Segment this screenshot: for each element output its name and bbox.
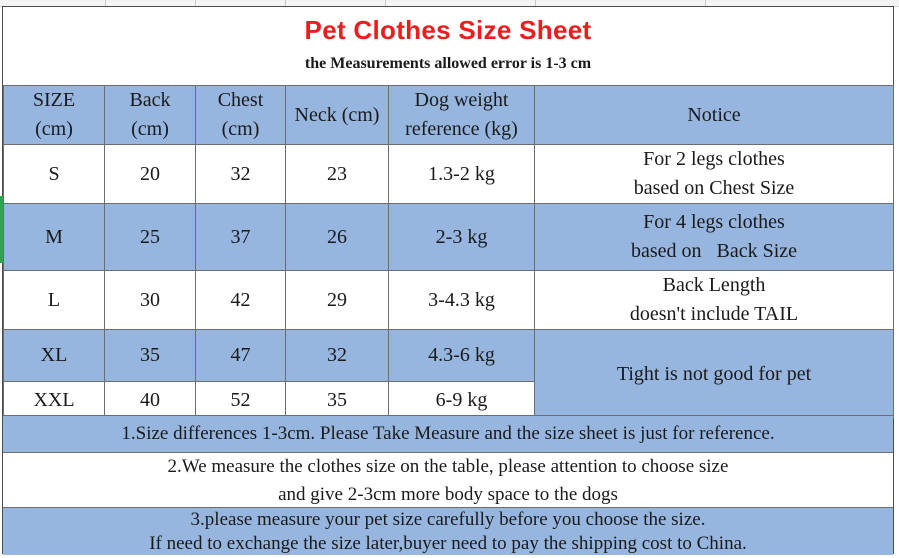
note-1: 1.Size differences 1-3cm. Please Take Measure and the size sheet is just for reference. bbox=[3, 415, 893, 452]
sheet-title: Pet Clothes Size Sheet bbox=[304, 15, 592, 45]
weight-cell: 4.3-6 kg bbox=[389, 330, 535, 382]
table-header-row bbox=[4, 86, 894, 145]
header-size: SIZE (cm) bbox=[4, 86, 105, 145]
back-cell: 40 bbox=[105, 382, 196, 419]
size-cell: XXL bbox=[4, 382, 105, 419]
neck-cell: 32 bbox=[286, 330, 389, 382]
selection-marker bbox=[0, 196, 3, 263]
notice-cell: Back Length doesn't include TAIL bbox=[535, 271, 894, 330]
size-cell: S bbox=[4, 145, 105, 204]
weight-cell: 1.3-2 kg bbox=[389, 145, 535, 204]
size-cell: M bbox=[4, 204, 105, 271]
back-cell: 20 bbox=[105, 145, 196, 204]
table-row bbox=[4, 204, 894, 271]
chest-cell: 52 bbox=[196, 382, 286, 419]
sheet-subtitle: the Measurements allowed error is 1-3 cm bbox=[304, 55, 592, 72]
note-3: 3.please measure your pet size carefully before you choose the size. If need to exchange the size later,buyer need to pay the shipping cost to China. bbox=[3, 507, 893, 555]
chest-cell: 42 bbox=[196, 271, 286, 330]
size-cell: XL bbox=[4, 330, 105, 382]
weight-cell: 6-9 kg bbox=[389, 382, 535, 419]
neck-cell: 29 bbox=[286, 271, 389, 330]
size-table bbox=[3, 85, 894, 419]
header-back: Back (cm) bbox=[105, 86, 196, 145]
weight-cell: 3-4.3 kg bbox=[389, 271, 535, 330]
size-sheet bbox=[2, 6, 894, 554]
header-weight: Dog weight reference (kg) bbox=[389, 86, 535, 145]
chest-cell: 32 bbox=[196, 145, 286, 204]
back-cell: 25 bbox=[105, 204, 196, 271]
note-2: 2.We measure the clothes size on the table, please attention to choose size and give 2-3cm more body space to the dogs bbox=[3, 452, 893, 507]
neck-cell: 35 bbox=[286, 382, 389, 419]
chest-cell: 37 bbox=[196, 204, 286, 271]
back-cell: 30 bbox=[105, 271, 196, 330]
header-chest: Chest (cm) bbox=[196, 86, 286, 145]
table-row bbox=[4, 271, 894, 330]
table-row bbox=[4, 145, 894, 204]
size-cell: L bbox=[4, 271, 105, 330]
header-neck: Neck (cm) bbox=[286, 86, 389, 145]
notice-cell: For 2 legs clothes based on Chest Size bbox=[535, 145, 894, 204]
chest-cell: 47 bbox=[196, 330, 286, 382]
notice-cell: Tight is not good for pet bbox=[535, 330, 894, 419]
notes-section bbox=[3, 415, 893, 555]
neck-cell: 23 bbox=[286, 145, 389, 204]
neck-cell: 26 bbox=[286, 204, 389, 271]
notice-cell: For 4 legs clothes based on Back Size bbox=[535, 204, 894, 271]
table-row bbox=[4, 330, 894, 382]
header-notice: Notice bbox=[535, 86, 894, 145]
weight-cell: 2-3 kg bbox=[389, 204, 535, 271]
back-cell: 35 bbox=[105, 330, 196, 382]
